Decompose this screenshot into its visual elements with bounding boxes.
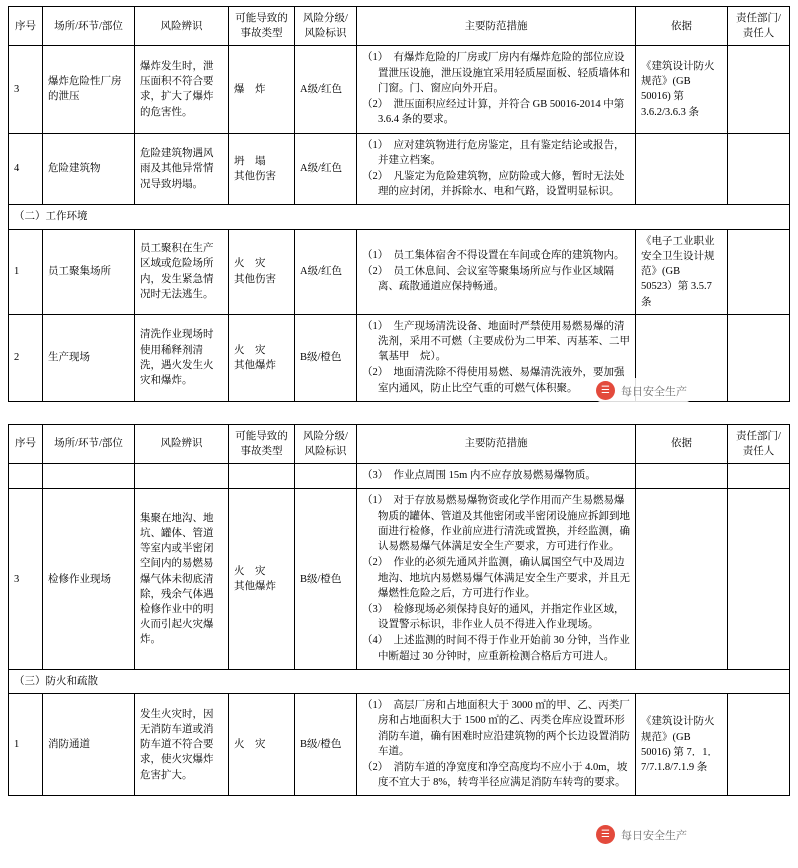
header-no: 序号 (9, 424, 43, 463)
measure-item: （3） 作业点周围 15m 内不应存放易燃易爆物质。 (362, 470, 596, 482)
cell-identification: 爆炸发生时，泄压面积不符合要求，扩大了爆炸的危害性。 (135, 46, 229, 133)
header-place: 场所/环节/部位 (43, 7, 135, 46)
section-heading-row (9, 205, 790, 229)
table-row (9, 489, 790, 669)
measure-item: （1） 生产现场清洗设备、地面时严禁使用易燃易爆的清洗剂，采用不可燃（主要成份为二甲苯、丙基苯、二甲氧基甲 烷）。 (362, 320, 630, 363)
measure-item: （2） 凡鉴定为危险建筑物，应防险或大修，暂时无法处理的应封闭，并拆除水、电和气路，设置明显标识。 (362, 170, 625, 198)
cell-no (9, 464, 43, 489)
risk-table-page-1 (8, 6, 790, 402)
measure-item: （1） 高层厂房和占地面积大于 3000 ㎡的甲、乙、丙类厂房和占地面积大于 1500 ㎡的乙、丙类仓库应设置环形消防车道，确有困难时应沿建筑物的两个长边设置消防车道。 (362, 700, 630, 757)
section-heading: （三）防火和疏散 (9, 669, 790, 693)
cell-no: 3 (9, 46, 43, 133)
header-measures: 主要防范措施 (357, 7, 636, 46)
watermark-top (592, 378, 695, 403)
accident-type-line: 火 灾 (234, 258, 266, 270)
cell-accident-type (229, 133, 295, 205)
accident-type-line: 坍 塌 (234, 155, 266, 167)
header-accident-type-line2: 事故类型 (240, 28, 283, 40)
cell-accident-type (229, 464, 295, 489)
header-responsible (728, 424, 790, 463)
cell-identification: 发生火灾时，因无消防车道或消防车道不符合要求，使火灾爆炸危害扩大。 (135, 694, 229, 796)
cell-risk-level: A级/红色 (295, 229, 357, 314)
cell-basis (636, 489, 728, 669)
cell-risk-level: A级/红色 (295, 133, 357, 205)
cell-responsible (728, 694, 790, 796)
cell-place: 检修作业现场 (43, 489, 135, 669)
cell-no: 1 (9, 694, 43, 796)
section-heading: （二）工作环境 (9, 205, 790, 229)
cell-place: 爆炸危险性厂房的泄压 (43, 46, 135, 133)
watermark-text: 每日安全生产 (621, 385, 687, 398)
cell-basis (636, 133, 728, 205)
header-responsible-line2: 责任人 (742, 446, 775, 458)
cell-measures (357, 133, 636, 205)
cell-place: 员工聚集场所 (43, 229, 135, 314)
accident-type-line: 火 灾 (234, 565, 266, 577)
header-risk-level (295, 424, 357, 463)
accident-type-line: 其他爆炸 (234, 359, 276, 371)
header-identification: 风险辨识 (135, 424, 229, 463)
header-risk-level-line1: 风险分级/ (303, 430, 348, 442)
table-row (9, 46, 790, 133)
cell-no: 2 (9, 314, 43, 401)
cell-risk-level: B级/橙色 (295, 314, 357, 401)
accident-type-line: 火 灾 (234, 344, 266, 356)
cell-measures (357, 229, 636, 314)
cell-place: 生产现场 (43, 314, 135, 401)
header-no: 序号 (9, 7, 43, 46)
header-place: 场所/环节/部位 (43, 424, 135, 463)
cell-identification (135, 464, 229, 489)
table-header-row (9, 424, 790, 463)
cell-risk-level: A级/红色 (295, 46, 357, 133)
cell-responsible (728, 46, 790, 133)
accident-type-line: 其他伤害 (234, 170, 276, 182)
accident-type-line: 其他爆炸 (234, 581, 276, 593)
cell-identification: 集聚在地沟、地坑、罐体、管道等室内或半密闭空间内的易燃易爆气体未彻底清除，残余气体遇检修作业中的明火而引起火灾爆炸。 (135, 489, 229, 669)
cell-measures (357, 694, 636, 796)
cell-identification: 清洗作业现场时使用稀释剂清洗，遇火发生火灾和爆炸。 (135, 314, 229, 401)
cell-basis: 《建筑设计防火规范》(GB 50016) 第 3.6.2/3.6.3 条 (636, 46, 728, 133)
cell-basis: 《建筑设计防火规范》(GB 50016) 第 7．1．7/7.1.8/7.1.9 条 (636, 694, 728, 796)
header-identification: 风险辨识 (135, 7, 229, 46)
measure-item: （1） 对于存放易燃易爆物资或化学作用而产生易燃易爆物质的罐体、管道及其他密闭或半密闭设施应拆卸到地面进行检修，作业前应进行清洗或置换，并经监测，确认易燃易爆气体满足安全生产要求，方可进行作业。 (362, 495, 630, 553)
cell-accident-type (229, 229, 295, 314)
header-accident-type (229, 7, 295, 46)
cell-risk-level: B级/橙色 (295, 694, 357, 796)
cell-basis (636, 464, 728, 489)
cell-measures (357, 489, 636, 669)
cell-responsible (728, 464, 790, 489)
measure-item: （2） 作业的必须先通风并监测，确认属国空气中及周边地沟、地坑内易燃易爆气体满足安全生产要求，并且无爆燃性危险之后，方可进行作业。 (362, 557, 630, 599)
cell-responsible (728, 229, 790, 314)
measure-item: （3） 检修现场必须保持良好的通风，并指定作业区域，设置警示标识，非作业人员不得进入作业现场。 (362, 604, 625, 631)
watermark-text: 每日安全生产 (621, 829, 687, 842)
header-risk-level-line2: 风险标识 (304, 28, 347, 40)
header-risk-level-line1: 风险分级/ (303, 13, 348, 24)
table-row (9, 229, 790, 314)
section-heading-row (9, 669, 790, 693)
header-responsible-line1: 责任部门/ (736, 13, 781, 24)
header-accident-type-line2: 事故类型 (240, 446, 283, 458)
cell-risk-level (295, 464, 357, 489)
measure-item: （1） 员工集体宿舍不得设置在车间或仓库的建筑物内。 (362, 249, 625, 261)
header-responsible (728, 7, 790, 46)
cell-accident-type: 爆 炸 (229, 46, 295, 133)
header-responsible-line2: 责任人 (742, 28, 775, 40)
cell-place (43, 464, 135, 489)
cell-responsible (728, 489, 790, 669)
cell-measures (357, 464, 636, 489)
cell-responsible (728, 314, 790, 401)
accident-type-line: 其他伤害 (234, 273, 276, 285)
header-basis: 依据 (636, 424, 728, 463)
header-measures: 主要防范措施 (357, 424, 636, 463)
cell-identification: 危险建筑物遇风雨及其他异常情况导致坍塌。 (135, 133, 229, 205)
header-accident-type-line1: 可能导致的 (235, 430, 288, 442)
measure-item: （2） 地面清洗除不得使用易燃、易爆清洗液外，要加强室内通风，防止比空气重的可燃气体积聚。 (362, 367, 625, 394)
measure-item: （2） 泄压面积应经过计算，并符合 GB 50016-2014 中第 3.6.4 条的要求。 (362, 99, 625, 126)
header-risk-level (295, 7, 357, 46)
cell-accident-type: 火 灾 (229, 694, 295, 796)
cell-measures (357, 46, 636, 133)
header-basis: 依据 (636, 7, 728, 46)
header-responsible-line1: 责任部门/ (736, 430, 781, 442)
table-header-row (9, 7, 790, 46)
measure-item: （2） 消防车道的净宽度和净空高度均不应小于 4.0m，坡度不宜大于 8%，转弯半径应满足消防车转弯的要求。 (362, 761, 628, 789)
table-row (9, 694, 790, 796)
page-1 (0, 0, 798, 402)
cell-accident-type (229, 314, 295, 401)
header-accident-type-line1: 可能导致的 (235, 13, 288, 24)
cell-basis: 《电子工业职业安全卫生设计规范》(GB 50523）第 3.5.7 条 (636, 229, 728, 314)
measure-item: （1） 有爆炸危险的厂房或厂房内有爆炸危险的部位应设置泄压设施，泄压设施宜采用轻质屋面板、轻质墙体和门窗。门、窗应向外开启。 (362, 52, 630, 94)
cell-identification: 员工聚积在生产区域或危险场所内，发生紧急情况时无法逃生。 (135, 229, 229, 314)
cell-no: 1 (9, 229, 43, 314)
header-risk-level-line2: 风险标识 (304, 446, 347, 458)
risk-table-page-2 (8, 424, 790, 797)
cell-no: 4 (9, 133, 43, 205)
cell-responsible (728, 133, 790, 205)
measure-item: （1） 应对建筑物进行危房鉴定，且有鉴定结论或报告，并建立档案。 (362, 139, 625, 166)
table-row-carryover (9, 464, 790, 489)
watermark-bottom (592, 822, 695, 847)
circle-logo-icon: ☰ (596, 381, 615, 400)
measure-item: （4） 上述监测的时间不得于作业开始前 30 分钟，当作业中断超过 30 分钟时，应重新检测合格后方可进人。 (362, 635, 630, 662)
measure-item: （2） 员工休息间、会议室等聚集场所应与作业区域隔离、疏散通道应保持畅通。 (362, 266, 614, 293)
page-separator (0, 402, 798, 418)
cell-place: 危险建筑物 (43, 133, 135, 205)
table-row (9, 133, 790, 205)
cell-no: 3 (9, 489, 43, 669)
header-accident-type (229, 424, 295, 463)
page-2 (0, 418, 798, 797)
cell-risk-level: B级/橙色 (295, 489, 357, 669)
cell-accident-type (229, 489, 295, 669)
circle-logo-icon: ☰ (596, 825, 615, 844)
cell-place: 消防通道 (43, 694, 135, 796)
